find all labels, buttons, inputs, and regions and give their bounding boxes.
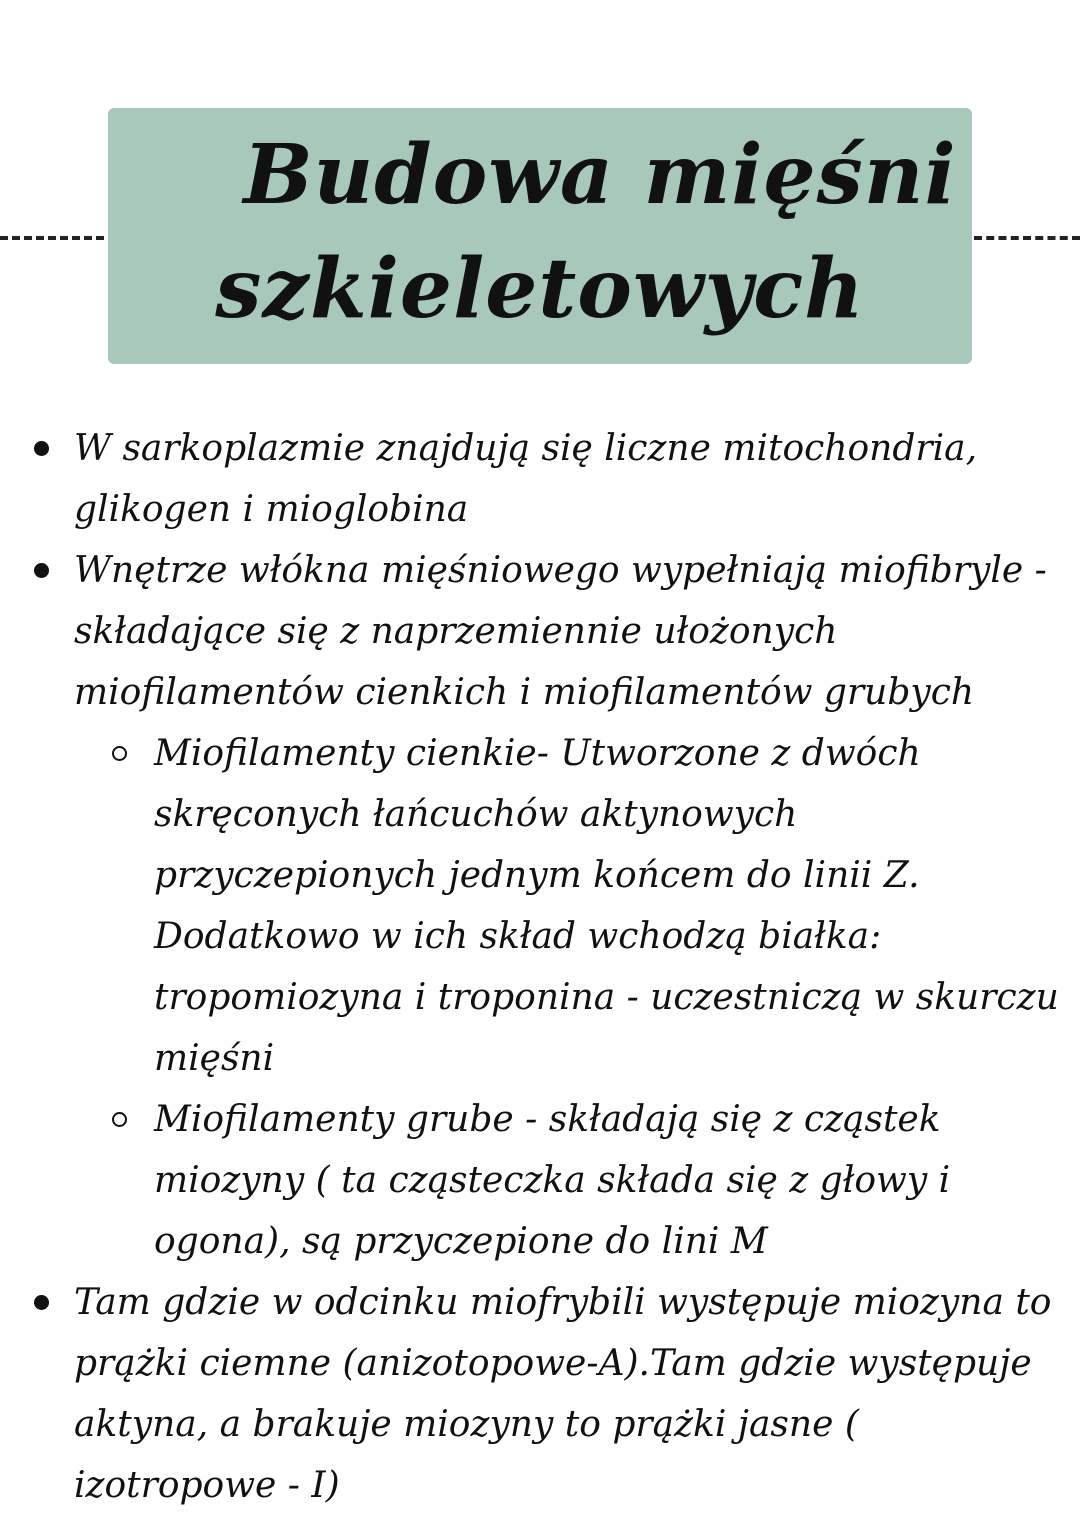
bullet-item [0, 418, 1064, 540]
bullet-text: W sarkoplazmie znajdują się liczne mitochondria, glikogen i mioglobina [74, 428, 978, 530]
bullet-circle-icon [112, 1112, 127, 1127]
bullet-text: Tam gdzie w odcinku miofrybili występuje miozyna to prążki ciemne (anizotopowe-A).Tam gdzie występuje aktyna, a brakuje miozyny to prążki jasne ( izotropowe - I) [74, 1282, 1052, 1506]
bullet-item [0, 540, 1064, 723]
bullet-dot-icon [34, 563, 49, 578]
bullet-circle-icon [112, 746, 127, 761]
bullet-dot-icon [34, 1295, 49, 1310]
decorative-dashed-line-right [974, 236, 1080, 240]
title-line-2: szkieletowych [215, 241, 865, 337]
bullet-dot-icon [34, 441, 49, 456]
title-line-1: Budowa mięśni [243, 127, 957, 223]
sub-bullet-text: Miofilamenty grube - składają się z cząstek miozyny ( ta cząsteczka składa się z głowy i ogona), są przyczepione do lini M [154, 1099, 951, 1262]
notes-content [0, 418, 1080, 1516]
bullet-text: Wnętrze włókna mięśniowego wypełniają miofibryle - składające się z naprzemiennie ułożonych miofilamentów cienkich i miofilamentów grubych [74, 550, 1047, 713]
sub-bullet-item [0, 723, 1069, 1089]
title-banner [108, 108, 972, 364]
sub-bullet-text: Miofilamenty cienkie- Utworzone z dwóch skręconych łańcuchów aktynowych przyczepionych jednym końcem do linii Z. Dodatkowo w ich skład wchodzą białka: tropomiozyna i troponina - uczestniczą w skurczu mięśni [154, 733, 1059, 1079]
bullet-item [0, 1272, 1064, 1516]
sub-bullet-item [0, 1089, 1069, 1272]
decorative-dashed-line-left [0, 236, 104, 240]
